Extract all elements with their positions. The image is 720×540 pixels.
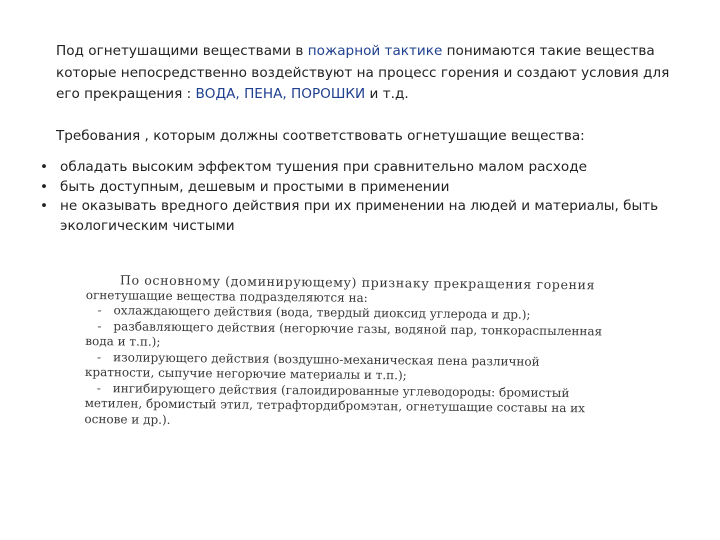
bullet-icon: • (40, 159, 49, 175)
intro-highlight-agents: ВОДА, ПЕНА, ПОРОШКИ (195, 86, 366, 102)
requirement-item (40, 158, 708, 178)
scanned-text-block (84, 272, 606, 473)
scanned-heading: По основному (доминирующему) признаку прекращения горения (119, 272, 596, 293)
dash-marker: - (96, 380, 101, 395)
dash-marker: - (97, 318, 102, 333)
requirement-item (40, 178, 708, 198)
scanned-item-line: вода и т.п.); (85, 333, 161, 349)
scanned-item-line: метилен, бромистый этил, тетрафтордибромэтан, огнетушащие составы на их (84, 395, 586, 416)
intro-text-1: Под огнетушащими веществами в (56, 43, 308, 59)
bullet-icon: • (40, 198, 49, 214)
scanned-item-line: ингибирующего действия (галоидированные углеводороды: бромистый (112, 380, 570, 400)
requirements-list (40, 158, 708, 236)
requirement-text: быть доступным, дешевым и простыми в применении (60, 178, 450, 195)
requirements-title: Требования , которым должны соответствовать огнетушащие вещества: (56, 128, 585, 144)
requirement-text: обладать высоким эффектом тушения при сравнительно малом расходе (60, 159, 588, 175)
dash-marker: - (97, 303, 102, 318)
scanned-item-line: основе и др.). (84, 411, 171, 427)
scanned-item-line: кратности, сыпучие негорючие материалы и т.п.); (84, 364, 407, 383)
intro-paragraph (56, 41, 696, 106)
requirement-item (40, 197, 708, 236)
scanned-item-inhibiting (84, 380, 604, 432)
scanned-item-line: изолирующего действия (воздушно-механическая пена различной (113, 349, 540, 369)
scanned-item-line: охлаждающего действия (вода, твердый диоксид углерода и др.); (113, 303, 531, 322)
scanned-intro-line: огнетушащие вещества подразделяются на: (85, 287, 368, 305)
dash-marker: - (97, 349, 102, 364)
bullet-icon: • (40, 178, 49, 195)
intro-text-3: и т.д. (365, 86, 409, 102)
scanned-item-line: разбавляющего действия (негорючие газы, водяной пар, тонкораспыленная (113, 318, 603, 338)
requirement-text: не оказывать вредного действия при их применении на людей и материалы, быть экологическим чистыми (60, 198, 659, 234)
intro-highlight-fire-tactics: пожарной тактике (307, 43, 443, 59)
intro-text-2: понимаются такие вещества которые непосредственно воздействуют на процесс горения и создают условия для его прекращения : (56, 43, 670, 102)
